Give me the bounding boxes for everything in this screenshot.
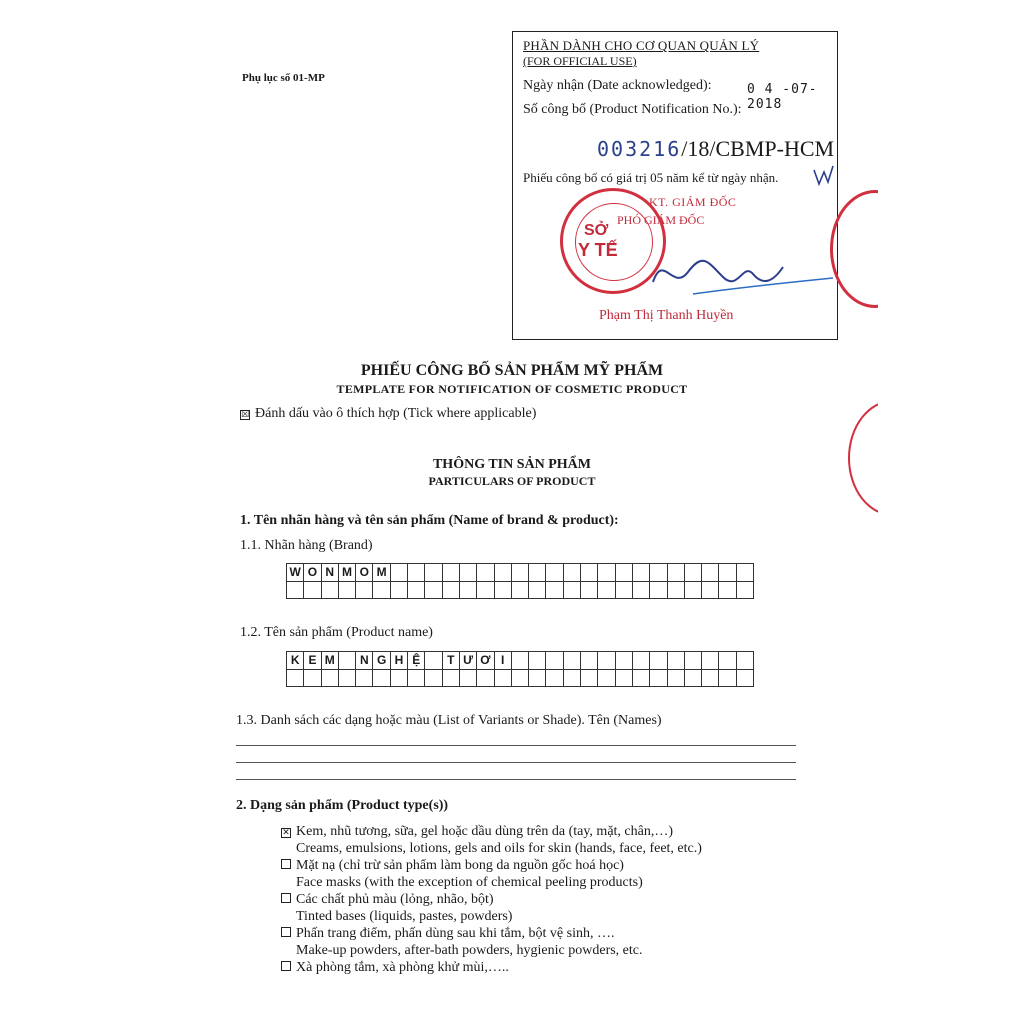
option-en: Tinted bases (liquids, pastes, powders) <box>296 909 513 924</box>
empty-cell <box>616 652 633 670</box>
section-subtitle: PARTICULARS OF PRODUCT <box>428 474 596 488</box>
product-type-option[interactable] <box>281 823 673 840</box>
empty-cell <box>529 564 546 582</box>
option-en: Face masks (with the exception of chemical peeling products) <box>296 875 643 890</box>
empty-cell <box>719 564 736 582</box>
empty-cell <box>633 564 650 582</box>
empty-cell <box>495 670 512 688</box>
form-title: PHIẾU CÔNG BỐ SẢN PHẨM MỸ PHẨM <box>360 362 664 379</box>
checked-box-icon: ☒ <box>241 410 250 420</box>
empty-cell <box>650 564 667 582</box>
empty-cell <box>287 582 304 600</box>
tick-note <box>240 406 536 422</box>
empty-cell <box>304 670 321 688</box>
empty-cell <box>477 582 494 600</box>
empty-cell <box>339 582 356 600</box>
empty-cell <box>322 670 339 688</box>
product-type-heading: 2. Dạng sản phẩm (Product type(s)) <box>236 798 449 813</box>
empty-cell <box>495 582 512 600</box>
empty-cell <box>546 564 563 582</box>
product-type-option[interactable] <box>281 925 614 942</box>
empty-cell <box>564 670 581 688</box>
brand-product-heading: 1. Tên nhãn hàng và tên sản phẩm (Name of brand & product): <box>240 513 619 528</box>
empty-cell <box>529 652 546 670</box>
signer-name: Phạm Thị Thanh Huyền <box>599 308 734 323</box>
brand-char-cell: W <box>287 564 304 582</box>
variants-label: 1.3. Danh sách các dạng hoặc màu (List of Variants or Shade). Tên (Names) <box>236 713 662 728</box>
product-char-cell: T <box>443 652 460 670</box>
empty-cell <box>512 582 529 600</box>
empty-cell <box>425 670 442 688</box>
product-char-cell: N <box>356 652 373 670</box>
official-use-box <box>512 31 838 340</box>
empty-cell <box>443 670 460 688</box>
product-type-option[interactable] <box>281 857 624 874</box>
option-vi: Kem, nhũ tương, sữa, gel hoặc dầu dùng trên da (tay, mặt, chân,…) <box>296 824 674 839</box>
product-char-cell: K <box>287 652 304 670</box>
empty-cell <box>702 564 719 582</box>
empty-cell <box>529 670 546 688</box>
empty-cell <box>546 670 563 688</box>
product-char-cell: I <box>495 652 512 670</box>
empty-cell <box>668 582 685 600</box>
variants-line-1 <box>236 745 796 746</box>
empty-cell <box>616 670 633 688</box>
empty-cell <box>702 652 719 670</box>
official-subtitle: (FOR OFFICIAL USE) <box>523 54 637 68</box>
option-en: Make-up powders, after-bath powders, hygienic powders, etc. <box>296 943 643 958</box>
empty-cell <box>460 582 477 600</box>
empty-cell <box>287 670 304 688</box>
brand-char-cell: M <box>373 564 390 582</box>
empty-cell <box>512 652 529 670</box>
empty-cell <box>598 670 615 688</box>
empty-cell <box>616 564 633 582</box>
checkbox-icon[interactable]: ✕ <box>282 828 290 838</box>
validity-note: Phiếu công bố có giá trị 05 năm kể từ ngày nhận. <box>523 170 779 185</box>
product-char-cell <box>339 652 356 670</box>
annex-label: Phụ lục số 01-MP <box>242 72 325 84</box>
product-char-cell: G <box>373 652 390 670</box>
empty-cell <box>564 652 581 670</box>
empty-cell <box>356 582 373 600</box>
empty-cell <box>546 652 563 670</box>
empty-cell <box>719 582 736 600</box>
empty-cell <box>495 564 512 582</box>
option-vi: Phấn trang điểm, phấn dùng sau khi tắm, bột vệ sinh, …. <box>296 926 615 941</box>
empty-cell <box>373 582 390 600</box>
tick-note-text: Đánh dấu vào ô thích hợp (Tick where applicable) <box>255 406 537 421</box>
brand-char-cell: M <box>339 564 356 582</box>
empty-cell <box>339 670 356 688</box>
empty-cell <box>322 582 339 600</box>
empty-cell <box>650 582 667 600</box>
empty-cell <box>425 564 442 582</box>
empty-cell <box>581 652 598 670</box>
notification-number-label: Số công bố (Product Notification No.): <box>523 102 742 117</box>
empty-cell <box>408 564 425 582</box>
empty-cell <box>685 652 702 670</box>
empty-cell <box>425 582 442 600</box>
empty-cell <box>564 564 581 582</box>
checkbox-icon[interactable] <box>281 893 291 903</box>
empty-cell <box>650 652 667 670</box>
brand-char-cell: O <box>356 564 373 582</box>
seal-text-2: Y TẾ <box>578 240 618 260</box>
product-char-cell: Ơ <box>477 652 494 670</box>
date-value: 0 4 -07- 2018 <box>747 82 818 112</box>
deputy-title: PHÓ GIÁM ĐỐC <box>617 213 705 227</box>
empty-cell <box>460 564 477 582</box>
empty-cell <box>443 564 460 582</box>
checkbox-icon[interactable] <box>281 927 291 937</box>
director-title: KT. GIÁM ĐỐC <box>649 195 737 209</box>
empty-cell <box>391 564 408 582</box>
empty-cell <box>581 670 598 688</box>
empty-cell <box>668 670 685 688</box>
notification-number-value: 003216 <box>597 137 682 161</box>
empty-cell <box>512 564 529 582</box>
variants-line-2 <box>236 762 796 763</box>
product-type-option[interactable] <box>281 891 494 908</box>
empty-cell <box>702 670 719 688</box>
empty-cell <box>477 670 494 688</box>
empty-cell <box>685 564 702 582</box>
official-title: PHẦN DÀNH CHO CƠ QUAN QUẢN LÝ <box>523 38 760 53</box>
initials-icon <box>811 164 835 188</box>
empty-cell <box>737 582 754 600</box>
product-char-cell: E <box>304 652 321 670</box>
empty-cell <box>529 582 546 600</box>
empty-cell <box>598 564 615 582</box>
empty-cell <box>633 670 650 688</box>
product-name-label: 1.2. Tên sản phẩm (Product name) <box>240 625 433 640</box>
empty-cell <box>719 652 736 670</box>
product-char-grid <box>286 651 754 687</box>
product-type-option[interactable] <box>281 959 509 976</box>
brand-char-cell: O <box>304 564 321 582</box>
option-vi: Các chất phủ màu (lỏng, nhão, bột) <box>296 892 494 907</box>
empty-cell <box>408 670 425 688</box>
empty-cell <box>668 564 685 582</box>
empty-cell <box>581 582 598 600</box>
section-title: THÔNG TIN SẢN PHẨM <box>432 457 592 472</box>
empty-cell <box>719 670 736 688</box>
empty-cell <box>391 582 408 600</box>
empty-cell <box>512 670 529 688</box>
date-label: Ngày nhận (Date acknowledged): <box>523 78 712 93</box>
empty-cell <box>668 652 685 670</box>
empty-cell <box>633 582 650 600</box>
product-char-cell: Ệ <box>408 652 425 670</box>
notification-number <box>597 136 834 162</box>
empty-cell <box>304 582 321 600</box>
empty-cell <box>737 670 754 688</box>
empty-cell <box>581 564 598 582</box>
empty-cell <box>598 652 615 670</box>
brand-char-grid <box>286 563 754 599</box>
empty-cell <box>650 670 667 688</box>
empty-cell <box>408 582 425 600</box>
checkbox-icon[interactable] <box>281 859 291 869</box>
empty-cell <box>460 670 477 688</box>
brand-char-cell: N <box>322 564 339 582</box>
empty-cell <box>546 582 563 600</box>
empty-cell <box>477 564 494 582</box>
product-char-cell: M <box>322 652 339 670</box>
product-char-cell: H <box>391 652 408 670</box>
empty-cell <box>737 564 754 582</box>
empty-cell <box>564 582 581 600</box>
option-vi: Mặt nạ (chỉ trừ sản phẩm làm bong da nguồn gốc hoá học) <box>296 858 624 873</box>
brand-label: 1.1. Nhãn hàng (Brand) <box>240 538 373 553</box>
empty-cell <box>685 582 702 600</box>
empty-cell <box>443 582 460 600</box>
empty-cell <box>598 582 615 600</box>
variants-line-3 <box>236 779 796 780</box>
checkbox-icon[interactable] <box>281 961 291 971</box>
empty-cell <box>702 582 719 600</box>
seal-text-1: SỞ <box>584 222 609 239</box>
empty-cell <box>356 670 373 688</box>
empty-cell <box>685 670 702 688</box>
option-en: Creams, emulsions, lotions, gels and oils for skin (hands, face, feet, etc.) <box>296 841 702 856</box>
notification-number-suffix: /18/CBMP-HCM <box>681 136 835 161</box>
empty-cell <box>633 652 650 670</box>
option-vi: Xà phòng tắm, xà phòng khử mùi,….. <box>296 960 509 975</box>
empty-cell <box>373 670 390 688</box>
empty-cell <box>737 652 754 670</box>
empty-cell <box>391 670 408 688</box>
form-subtitle: TEMPLATE FOR NOTIFICATION OF COSMETIC PRODUCT <box>336 382 688 396</box>
product-char-cell: Ư <box>460 652 477 670</box>
product-char-cell <box>425 652 442 670</box>
page-margin <box>878 0 1024 1024</box>
empty-cell <box>616 582 633 600</box>
